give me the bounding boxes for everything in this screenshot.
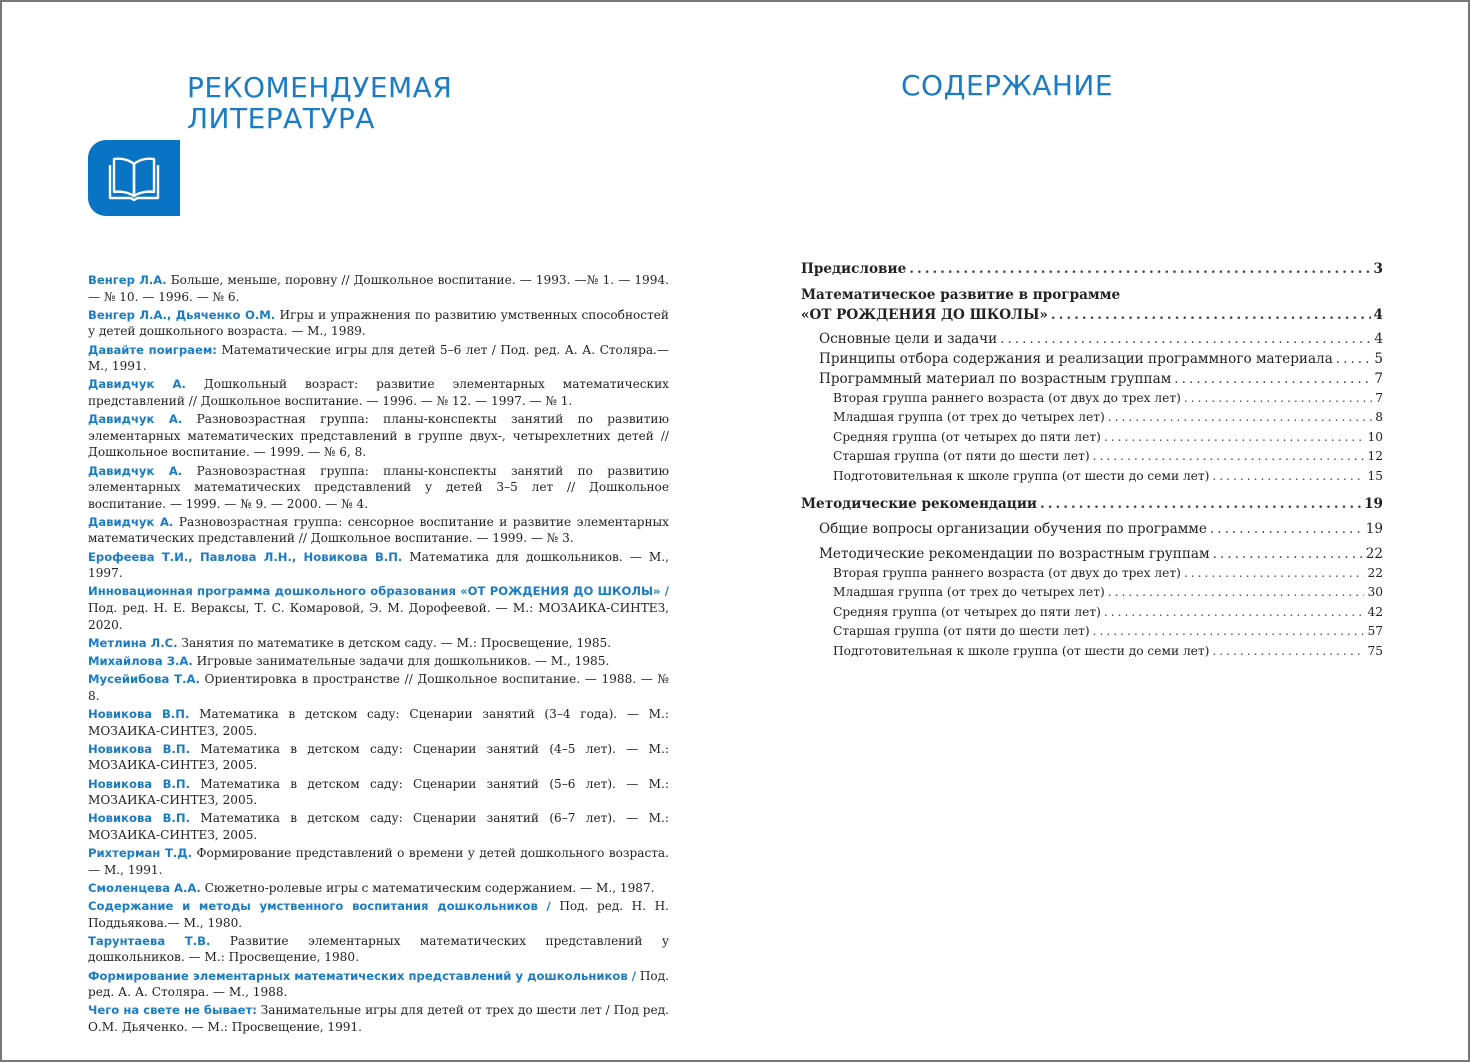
toc-page-number: 75 xyxy=(1367,643,1383,658)
toc-page-number: 22 xyxy=(1365,546,1383,563)
toc-label: Младшая группа (от трех до четырех лет) xyxy=(833,410,1105,425)
toc-label: Программный материал по возрастным группам xyxy=(819,371,1172,387)
reference-text: Математика в детском саду: Сценарии занятий (3–4 года). — М.: МОЗАИКА-СИНТЕЗ, 2005. xyxy=(88,706,669,738)
reference-text: Занимательные игры для детей от трех до шести лет / Под ред. О.М. Дьяченко. — М.: Просвещение, 1991. xyxy=(88,1003,669,1034)
reference-author: Содержание и методы умственного воспитания дошкольников / xyxy=(88,899,551,914)
reference-entry xyxy=(88,810,669,843)
reference-text: Математика в детском саду: Сценарии занятий (6–7 лет). — М.: МОЗАИКА-СИНТЕЗ, 2005. xyxy=(88,811,669,842)
open-book-icon xyxy=(108,154,160,202)
reference-text: Развитие элементарных математических представлений у дошкольников. — М.: Просвещение, 1980. xyxy=(88,933,669,965)
book-icon-badge xyxy=(88,140,180,216)
toc-entry[interactable] xyxy=(801,467,1383,486)
toc-entry[interactable] xyxy=(801,349,1383,369)
toc-leader-dots xyxy=(1336,349,1372,369)
toc-title: СОДЕРЖАНИЕ xyxy=(901,69,1114,102)
toc-label: Основные цели и задачи xyxy=(819,331,998,347)
toc-label: Младшая группа (от трех до четырех лет) xyxy=(833,585,1105,600)
reference-entry xyxy=(88,741,669,774)
reference-text: Разновозрастная группа: сенсорное воспитание и развитие элементарных математических представлений // Дошкольное воспитание. — 1999. — № 3. xyxy=(88,514,669,546)
reference-text: Сюжетно-ролевые игры с математическим содержанием. — М., 1987. xyxy=(204,880,655,895)
reference-entry xyxy=(88,845,669,878)
toc-label: Вторая группа раннего возраста (от двух до трех лет) xyxy=(833,391,1181,405)
reference-text: Под. ред. Н. Н. Поддьякова.— М., 1980. xyxy=(88,899,669,930)
references-list xyxy=(88,272,669,1037)
toc-page-number: 3 xyxy=(1373,261,1383,277)
toc-leader-dots xyxy=(1051,305,1371,325)
toc-entry[interactable] xyxy=(801,622,1383,641)
reference-author: Давидчук А. xyxy=(88,514,174,529)
reference-author: Давидчук А. xyxy=(88,412,183,427)
reference-author: Новикова В.П. xyxy=(88,811,190,826)
toc-page-number: 4 xyxy=(1373,307,1383,323)
reference-author: Новикова В.П. xyxy=(88,741,190,756)
toc-entry[interactable] xyxy=(801,428,1383,447)
toc-leader-dots xyxy=(1000,329,1371,349)
reference-author: Новикова В.П. xyxy=(88,776,190,791)
reference-entry xyxy=(88,933,669,966)
toc-label: Средняя группа (от четырех до пяти лет) xyxy=(833,604,1101,619)
reference-author: Метлина Л.С. xyxy=(88,635,178,650)
toc-entry[interactable] xyxy=(801,544,1383,564)
toc-label: Вторая группа раннего возраста (от двух до трех лет) xyxy=(833,566,1181,581)
toc-page-number: 10 xyxy=(1367,429,1383,444)
toc-leader-dots xyxy=(1108,408,1372,427)
reference-author: Тарунтаева Т.В. xyxy=(88,933,211,948)
reference-text: Под. ред. А. А. Столяра. — М., 1988. xyxy=(88,968,669,1000)
toc-leader-dots xyxy=(1212,467,1364,486)
toc-entry[interactable] xyxy=(801,389,1383,408)
toc-page-number: 15 xyxy=(1367,468,1383,483)
reference-author: Мусейибова Т.А. xyxy=(88,672,200,687)
toc-label: Подготовительная к школе группа (от шести до семи лет) xyxy=(833,643,1210,658)
toc-page-number: 7 xyxy=(1374,371,1383,387)
toc-leader-dots xyxy=(1104,428,1365,447)
toc-leader-dots xyxy=(1213,544,1363,564)
toc-entry-preface[interactable] xyxy=(801,259,1383,279)
reference-author: Михайлова З.А. xyxy=(88,654,193,668)
toc-entry[interactable] xyxy=(801,564,1383,583)
toc-label: Старшая группа (от пяти до шести лет) xyxy=(833,449,1090,464)
reference-text: Разновозрастная группа: планы-конспекты занятий по развитию элементарных математических представлений в группе двух-, четырехлетних детей // Дошкольное воспитание. — 1999. — № 6, 8. xyxy=(88,412,669,460)
toc-leader-dots xyxy=(1184,564,1365,583)
toc-leader-dots xyxy=(1104,603,1365,622)
reference-text: Дошкольный возраст: развитие элементарных математических представлений // Дошкольное воспитание. — 1996. — № 12. — 1997. — № 1. xyxy=(88,377,669,408)
toc-label: Методические рекомендации по возрастным группам xyxy=(819,546,1210,563)
reference-text: Ориентировка в пространстве // Дошкольное воспитание. — 1988. — № 8. xyxy=(88,672,669,703)
toc-entry[interactable] xyxy=(801,583,1383,602)
toc-page-number: 19 xyxy=(1364,496,1383,513)
reference-entry xyxy=(88,671,669,704)
table-of-contents xyxy=(801,259,1383,661)
toc-leader-dots xyxy=(1093,447,1365,466)
toc-entry[interactable] xyxy=(801,603,1383,622)
toc-leader-dots xyxy=(1184,389,1372,408)
toc-section-math-dev-line1: Математическое развитие в программе xyxy=(801,287,1121,303)
toc-entry[interactable] xyxy=(801,329,1383,349)
toc-leader-dots xyxy=(1040,494,1361,514)
reference-author: Формирование элементарных математических представлений у дошкольников / xyxy=(88,968,636,983)
toc-page-number: 12 xyxy=(1367,449,1383,464)
toc-label: Подготовительная к школе группа (от шести до семи лет) xyxy=(833,468,1210,483)
reference-text: Под. ред. Н. Е. Вераксы, Т. С. Комаровой, Э. М. Дорофеевой. — М.: МОЗАИКА-СИНТЕЗ, 2020. xyxy=(88,601,669,632)
reference-author: Давидчук А. xyxy=(88,377,186,392)
toc-page-number: 4 xyxy=(1374,331,1383,347)
reference-text: Математика в детском саду: Сценарии занятий (5–6 лет). — М.: МОЗАИКА-СИНТЕЗ, 2005. xyxy=(88,776,669,808)
toc-page-number: 8 xyxy=(1375,410,1383,425)
toc-entry[interactable] xyxy=(801,519,1383,539)
toc-leader-dots xyxy=(1212,642,1364,661)
toc-page-number: 30 xyxy=(1367,585,1383,600)
reference-entry xyxy=(88,376,669,409)
toc-page-number: 57 xyxy=(1367,624,1383,639)
toc-entry[interactable] xyxy=(801,369,1383,389)
toc-page-number: 7 xyxy=(1375,391,1383,405)
toc-page-number: 22 xyxy=(1367,566,1383,581)
reference-entry xyxy=(88,776,669,809)
toc-page-number: 5 xyxy=(1374,351,1383,367)
toc-label: Средняя группа (от четырех до пяти лет) xyxy=(833,429,1101,444)
toc-leader-dots xyxy=(1093,622,1365,641)
reference-entry xyxy=(88,272,669,305)
literature-title xyxy=(187,72,452,134)
reference-entry xyxy=(88,463,669,513)
reference-author: Новикова В.П. xyxy=(88,706,190,721)
toc-page-number: 42 xyxy=(1367,604,1383,619)
reference-entry xyxy=(88,411,669,461)
reference-author: Смоленцева А.А. xyxy=(88,880,201,895)
reference-text: Формирование представлений о времени у детей дошкольного возраста. — М., 1991. xyxy=(88,846,669,877)
reference-entry xyxy=(88,706,669,739)
reference-entry xyxy=(88,342,669,375)
reference-entry xyxy=(88,514,669,547)
toc-page-number: 19 xyxy=(1365,521,1383,538)
reference-text: Разновозрастная группа: планы-конспекты занятий по развитию элементарных математических представлений у детей 3–5 лет // Дошкольное воспитание. — 1999. — № 9. — 2000. — № 4. xyxy=(88,463,669,511)
reference-entry xyxy=(88,307,669,340)
reference-author: Инновационная программа дошкольного образования «ОТ РОЖДЕНИЯ ДО ШКОЛЫ» / xyxy=(88,584,669,599)
reference-entry xyxy=(88,653,669,670)
reference-text: Математика для дошкольников. — М., 1997. xyxy=(88,549,669,581)
reference-text: Математические игры для детей 5–6 лет / Под. ред. А. А. Столяра.— М., 1991. xyxy=(88,342,669,374)
toc-label: Принципы отбора содержания и реализации программного материала xyxy=(819,351,1333,367)
reference-author: Ерофеева Т.И., Павлова Л.Н., Новикова В.П. xyxy=(88,549,403,564)
toc-label: Методические рекомендации xyxy=(801,496,1038,513)
reference-entry xyxy=(88,968,669,1001)
toc-label: Общие вопросы организации обучения по программе xyxy=(819,521,1207,538)
toc-leader-dots xyxy=(1108,583,1365,602)
reference-author: Давидчук А. xyxy=(88,463,183,478)
toc-label: Предисловие xyxy=(801,261,907,277)
toc-label: «ОТ РОЖДЕНИЯ ДО ШКОЛЫ» xyxy=(801,307,1048,323)
toc-entry-methods[interactable] xyxy=(801,494,1383,514)
reference-author: Давайте поиграем: xyxy=(88,342,217,357)
reference-entry xyxy=(88,898,669,931)
toc-leader-dots xyxy=(1210,519,1363,539)
literature-title-line2: ЛИТЕРАТУРА xyxy=(187,102,376,135)
reference-text: Игры и упражнения по развитию умственных способностей у детей дошкольного возраста. — М., 1989. xyxy=(88,307,669,339)
literature-title-line1: РЕКОМЕНДУЕМАЯ xyxy=(187,71,453,104)
reference-text: Больше, меньше, поровну // Дошкольное воспитание. — 1993. —№ 1. — 1994. — № 10. — 1996. — № 6. xyxy=(88,273,669,304)
reference-author: Рихтерман Т.Д. xyxy=(88,846,192,861)
toc-entry[interactable] xyxy=(801,447,1383,466)
reference-author: Венгер Л.А. xyxy=(88,273,167,287)
toc-entry[interactable] xyxy=(801,408,1383,427)
reference-entry xyxy=(88,1002,669,1035)
reference-text: Игровые занимательные задачи для дошкольников. — М., 1985. xyxy=(196,654,610,668)
toc-math-dev-children xyxy=(801,329,1383,486)
toc-label: Старшая группа (от пяти до шести лет) xyxy=(833,624,1090,639)
toc-entry-math-dev[interactable] xyxy=(801,305,1383,325)
reference-text: Математика в детском саду: Сценарии занятий (4–5 лет). — М.: МОЗАИКА-СИНТЕЗ, 2005. xyxy=(88,741,669,773)
reference-entry xyxy=(88,549,669,582)
reference-entry xyxy=(88,583,669,633)
reference-author: Венгер Л.А., Дьяченко О.М. xyxy=(88,307,276,322)
reference-text: Занятия по математике в детском саду. — М.: Просвещение, 1985. xyxy=(181,635,612,650)
reference-entry xyxy=(88,635,669,652)
toc-entry[interactable] xyxy=(801,642,1383,661)
reference-entry xyxy=(88,880,669,897)
reference-author: Чего на свете не бывает: xyxy=(88,1003,257,1018)
toc-methods-children xyxy=(801,519,1383,661)
toc-leader-dots xyxy=(909,259,1370,279)
toc-leader-dots xyxy=(1174,369,1371,389)
